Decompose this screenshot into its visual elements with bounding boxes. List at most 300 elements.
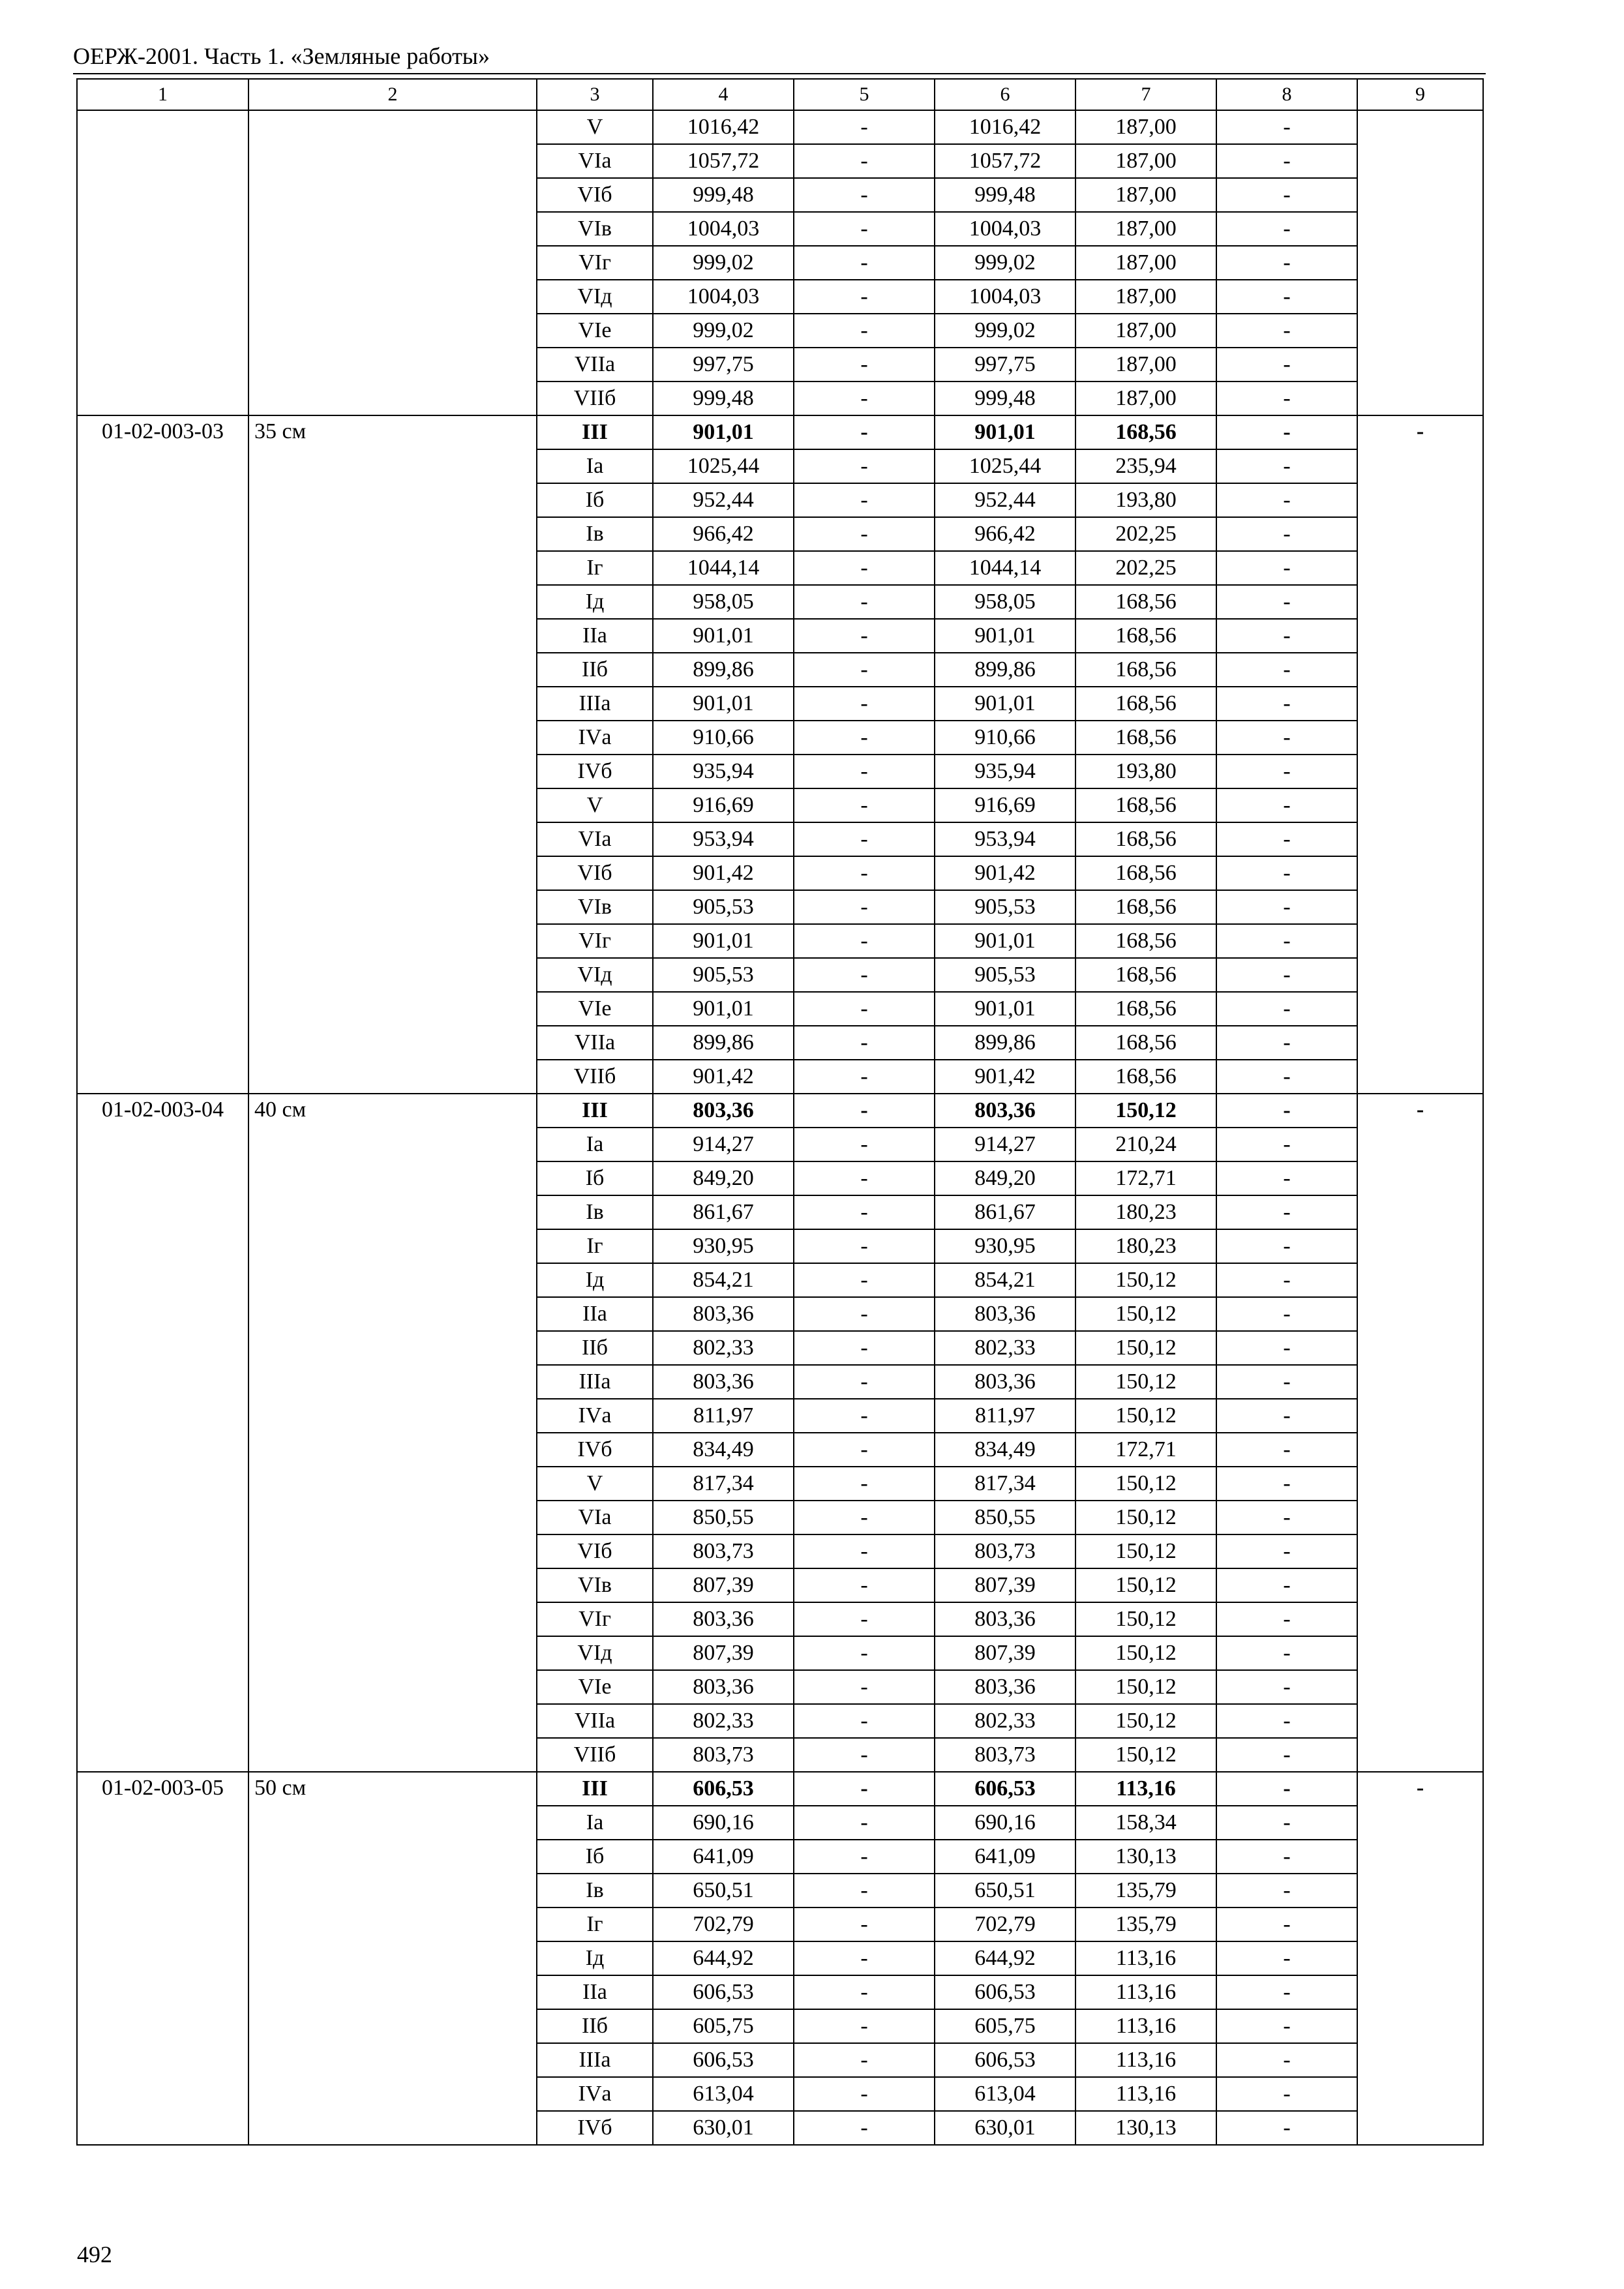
soil-group: VIв (537, 890, 653, 924)
col5-value: - (794, 1094, 935, 1128)
col6-value: 803,36 (935, 1297, 1075, 1331)
col5-value: - (794, 246, 935, 280)
col7-value: 180,23 (1075, 1229, 1216, 1263)
col5-value: - (794, 1670, 935, 1704)
col8-value: - (1216, 382, 1357, 415)
col8-value: - (1216, 1908, 1357, 1941)
col8-value: - (1216, 924, 1357, 958)
soil-group: VIв (537, 1568, 653, 1602)
col5-value: - (794, 1975, 935, 2009)
col6-value: 953,94 (935, 822, 1075, 856)
col6-value: 613,04 (935, 2077, 1075, 2111)
col8-value: - (1216, 1060, 1357, 1094)
soil-group: Iв (537, 1874, 653, 1908)
col7-value: 130,13 (1075, 1840, 1216, 1874)
col8-value: - (1216, 1568, 1357, 1602)
rate-description (248, 110, 537, 415)
col8-value: - (1216, 585, 1357, 619)
rate-code: 01-02-003-04 (77, 1094, 248, 1772)
col5-value: - (794, 1806, 935, 1840)
col6-value: 849,20 (935, 1161, 1075, 1195)
col4-value: 606,53 (653, 2043, 794, 2077)
col6-value: 803,73 (935, 1534, 1075, 1568)
col4-value: 916,69 (653, 788, 794, 822)
soil-group: III (537, 1772, 653, 1806)
table-body (77, 79, 1483, 2145)
col4-value: 1004,03 (653, 212, 794, 246)
table-row (77, 415, 1483, 449)
soil-group: VIе (537, 992, 653, 1026)
col5-value: - (794, 1365, 935, 1399)
col5-value: - (794, 1161, 935, 1195)
column-number-row (77, 79, 1483, 110)
col5-value: - (794, 1874, 935, 1908)
soil-group: VIIб (537, 1738, 653, 1772)
col6-value: 650,51 (935, 1874, 1075, 1908)
col4-value: 901,01 (653, 992, 794, 1026)
col8-value: - (1216, 1365, 1357, 1399)
col8-value: - (1216, 1331, 1357, 1365)
col6-value: 644,92 (935, 1941, 1075, 1975)
col8-value: - (1216, 1094, 1357, 1128)
col7-value: 168,56 (1075, 958, 1216, 992)
col5-value: - (794, 619, 935, 653)
col4-value: 641,09 (653, 1840, 794, 1874)
col4-value: 807,39 (653, 1636, 794, 1670)
col6-value: 1004,03 (935, 212, 1075, 246)
col4-value: 899,86 (653, 653, 794, 687)
col7-value: 113,16 (1075, 2043, 1216, 2077)
col6-value: 803,36 (935, 1602, 1075, 1636)
col4-value: 1044,14 (653, 551, 794, 585)
col7-value: 150,12 (1075, 1670, 1216, 1704)
col6-value: 901,42 (935, 1060, 1075, 1094)
col7-value: 168,56 (1075, 619, 1216, 653)
col5-value: - (794, 585, 935, 619)
col5-value: - (794, 1704, 935, 1738)
col8-value: - (1216, 449, 1357, 483)
col5-value: - (794, 1772, 935, 1806)
col8-value: - (1216, 1704, 1357, 1738)
col8-value: - (1216, 1738, 1357, 1772)
col5-value: - (794, 856, 935, 890)
col6-value: 807,39 (935, 1636, 1075, 1670)
col4-value: 999,48 (653, 178, 794, 212)
col6-value: 802,33 (935, 1331, 1075, 1365)
col8-value: - (1216, 1840, 1357, 1874)
col5-value: - (794, 280, 935, 314)
col4-value: 966,42 (653, 517, 794, 551)
col7-value: 168,56 (1075, 924, 1216, 958)
col7-value: 150,12 (1075, 1534, 1216, 1568)
col8-value: - (1216, 1229, 1357, 1263)
col8-value: - (1216, 415, 1357, 449)
col5-value: - (794, 1128, 935, 1161)
col5-value: - (794, 1467, 935, 1501)
soil-group: Iв (537, 517, 653, 551)
column-number-5: 5 (794, 79, 935, 110)
col7-value: 150,12 (1075, 1636, 1216, 1670)
col8-value: - (1216, 1433, 1357, 1467)
page-number: 492 (77, 2241, 112, 2267)
col8-value: - (1216, 619, 1357, 653)
col7-value: 168,56 (1075, 992, 1216, 1026)
col5-value: - (794, 178, 935, 212)
col8-value: - (1216, 144, 1357, 178)
col4-value: 690,16 (653, 1806, 794, 1840)
col6-value: 606,53 (935, 1772, 1075, 1806)
col4-value: 901,01 (653, 619, 794, 653)
col7-value: 135,79 (1075, 1908, 1216, 1941)
col7-value: 187,00 (1075, 348, 1216, 382)
col5-value: - (794, 517, 935, 551)
col5-value: - (794, 1026, 935, 1060)
col6-value: 803,36 (935, 1365, 1075, 1399)
col8-value: - (1216, 1467, 1357, 1501)
col6-value: 952,44 (935, 483, 1075, 517)
col7-value: 150,12 (1075, 1738, 1216, 1772)
col5-value: - (794, 1433, 935, 1467)
col4-value: 644,92 (653, 1941, 794, 1975)
col5-value: - (794, 1738, 935, 1772)
col7-value: 180,23 (1075, 1195, 1216, 1229)
col8-value: - (1216, 2111, 1357, 2145)
col4-value: 803,73 (653, 1534, 794, 1568)
rates-table (76, 78, 1484, 2146)
col7-value: 158,34 (1075, 1806, 1216, 1840)
col4-value: 901,01 (653, 415, 794, 449)
col6-value: 916,69 (935, 788, 1075, 822)
col6-value: 901,01 (935, 992, 1075, 1026)
col7-value: 168,56 (1075, 788, 1216, 822)
col6-value: 901,01 (935, 687, 1075, 721)
col4-value: 802,33 (653, 1704, 794, 1738)
rate-code: 01-02-003-05 (77, 1772, 248, 2145)
col4-value: 997,75 (653, 348, 794, 382)
rate-code (77, 110, 248, 415)
soil-group: VIIа (537, 1026, 653, 1060)
col7-value: 150,12 (1075, 1399, 1216, 1433)
col7-value: 168,56 (1075, 653, 1216, 687)
col7-value: 235,94 (1075, 449, 1216, 483)
col8-value: - (1216, 314, 1357, 348)
soil-group: VIг (537, 924, 653, 958)
col6-value: 905,53 (935, 890, 1075, 924)
col6-value: 641,09 (935, 1840, 1075, 1874)
col7-value: 168,56 (1075, 585, 1216, 619)
soil-group: VIе (537, 1670, 653, 1704)
col6-value: 999,02 (935, 246, 1075, 280)
col5-value: - (794, 992, 935, 1026)
col6-value: 803,36 (935, 1094, 1075, 1128)
col8-value: - (1216, 2043, 1357, 2077)
soil-group: III (537, 1094, 653, 1128)
col7-value: 168,56 (1075, 890, 1216, 924)
col8-value: - (1216, 2009, 1357, 2043)
col4-value: 850,55 (653, 1501, 794, 1534)
col5-value: - (794, 1534, 935, 1568)
column-number-1: 1 (77, 79, 248, 110)
col6-value: 1057,72 (935, 144, 1075, 178)
col8-value: - (1216, 1670, 1357, 1704)
col4-value: 1057,72 (653, 144, 794, 178)
col7-value: 150,12 (1075, 1602, 1216, 1636)
soil-group: IIа (537, 1297, 653, 1331)
col6-value: 811,97 (935, 1399, 1075, 1433)
header-rule (73, 73, 1486, 74)
col5-value: - (794, 415, 935, 449)
col7-value: 187,00 (1075, 178, 1216, 212)
col5-value: - (794, 721, 935, 755)
col7-value: 130,13 (1075, 2111, 1216, 2145)
col4-value: 953,94 (653, 822, 794, 856)
table-row (77, 1094, 1483, 1128)
col5-value: - (794, 924, 935, 958)
col7-value: 210,24 (1075, 1128, 1216, 1161)
soil-group: IIб (537, 1331, 653, 1365)
soil-group: Iд (537, 1941, 653, 1975)
col4-value: 899,86 (653, 1026, 794, 1060)
col5-value: - (794, 2043, 935, 2077)
soil-group: V (537, 110, 653, 144)
soil-group: Iг (537, 1229, 653, 1263)
soil-group: Iб (537, 483, 653, 517)
col7-value: 193,80 (1075, 483, 1216, 517)
col8-value: - (1216, 1128, 1357, 1161)
col8-value: - (1216, 178, 1357, 212)
col7-value: 168,56 (1075, 721, 1216, 755)
col4-value: 952,44 (653, 483, 794, 517)
col7-value: 172,71 (1075, 1433, 1216, 1467)
col4-value: 811,97 (653, 1399, 794, 1433)
col6-value: 834,49 (935, 1433, 1075, 1467)
col7-value: 150,12 (1075, 1568, 1216, 1602)
col6-value: 899,86 (935, 653, 1075, 687)
col4-value: 803,36 (653, 1602, 794, 1636)
soil-group: VIIб (537, 1060, 653, 1094)
column-number-9: 9 (1357, 79, 1483, 110)
soil-group: VIа (537, 822, 653, 856)
col6-value: 910,66 (935, 721, 1075, 755)
col4-value: 1025,44 (653, 449, 794, 483)
col4-value: 935,94 (653, 755, 794, 788)
soil-group: VIд (537, 1636, 653, 1670)
col8-value: - (1216, 788, 1357, 822)
col4-value: 702,79 (653, 1908, 794, 1941)
col6-value: 803,73 (935, 1738, 1075, 1772)
col7-value: 113,16 (1075, 2009, 1216, 2043)
col4-value: 901,42 (653, 1060, 794, 1094)
soil-group: IIб (537, 2009, 653, 2043)
soil-group: VIг (537, 1602, 653, 1636)
col4-value: 999,02 (653, 314, 794, 348)
col8-value: - (1216, 822, 1357, 856)
col5-value: - (794, 212, 935, 246)
col8-value: - (1216, 348, 1357, 382)
col4-value: 901,01 (653, 924, 794, 958)
soil-group: IVа (537, 1399, 653, 1433)
soil-group: Iа (537, 1128, 653, 1161)
rate-description: 50 см (248, 1772, 537, 2145)
col4-value: 817,34 (653, 1467, 794, 1501)
col7-value: 150,12 (1075, 1094, 1216, 1128)
soil-group: VIIб (537, 382, 653, 415)
soil-group: IIIа (537, 1365, 653, 1399)
col7-value: 187,00 (1075, 382, 1216, 415)
col7-value: 113,16 (1075, 1975, 1216, 2009)
col8-value: - (1216, 551, 1357, 585)
col7-value: 150,12 (1075, 1263, 1216, 1297)
col5-value: - (794, 1501, 935, 1534)
soil-group: III (537, 415, 653, 449)
col8-value: - (1216, 653, 1357, 687)
column-number-3: 3 (537, 79, 653, 110)
col4-value: 606,53 (653, 1772, 794, 1806)
col4-value: 834,49 (653, 1433, 794, 1467)
col8-value: - (1216, 687, 1357, 721)
col4-value: 803,36 (653, 1365, 794, 1399)
col8-value: - (1216, 755, 1357, 788)
col7-value: 113,16 (1075, 2077, 1216, 2111)
col8-value: - (1216, 517, 1357, 551)
col5-value: - (794, 755, 935, 788)
col7-value: 150,12 (1075, 1704, 1216, 1738)
soil-group: IIIа (537, 687, 653, 721)
col8-value: - (1216, 1195, 1357, 1229)
col8-value: - (1216, 958, 1357, 992)
col5-value: - (794, 1568, 935, 1602)
col7-value: 168,56 (1075, 415, 1216, 449)
col6-value: 930,95 (935, 1229, 1075, 1263)
col4-value: 613,04 (653, 2077, 794, 2111)
col8-value: - (1216, 212, 1357, 246)
col5-value: - (794, 1636, 935, 1670)
col7-value: 187,00 (1075, 144, 1216, 178)
col6-value: 935,94 (935, 755, 1075, 788)
col8-value: - (1216, 110, 1357, 144)
col7-value: 168,56 (1075, 687, 1216, 721)
col4-value: 849,20 (653, 1161, 794, 1195)
col5-value: - (794, 687, 935, 721)
column-number-2: 2 (248, 79, 537, 110)
col5-value: - (794, 1399, 935, 1433)
col7-value: 168,56 (1075, 856, 1216, 890)
col9-value: - (1357, 415, 1483, 1094)
col5-value: - (794, 1840, 935, 1874)
col5-value: - (794, 822, 935, 856)
column-number-6: 6 (935, 79, 1075, 110)
col7-value: 187,00 (1075, 314, 1216, 348)
col7-value: 172,71 (1075, 1161, 1216, 1195)
col5-value: - (794, 1941, 935, 1975)
col4-value: 861,67 (653, 1195, 794, 1229)
col6-value: 690,16 (935, 1806, 1075, 1840)
col9-value: - (1357, 1094, 1483, 1772)
col7-value: 113,16 (1075, 1772, 1216, 1806)
col9-value (1357, 110, 1483, 415)
col5-value: - (794, 1195, 935, 1229)
col8-value: - (1216, 1297, 1357, 1331)
col7-value: 168,56 (1075, 822, 1216, 856)
col8-value: - (1216, 992, 1357, 1026)
col7-value: 168,56 (1075, 1060, 1216, 1094)
column-number-4: 4 (653, 79, 794, 110)
col5-value: - (794, 144, 935, 178)
soil-group: IIIа (537, 2043, 653, 2077)
col4-value: 1016,42 (653, 110, 794, 144)
col5-value: - (794, 1263, 935, 1297)
col8-value: - (1216, 1161, 1357, 1195)
soil-group: VIIа (537, 348, 653, 382)
rate-description: 40 см (248, 1094, 537, 1772)
col5-value: - (794, 2111, 935, 2145)
col6-value: 817,34 (935, 1467, 1075, 1501)
soil-group: Iб (537, 1161, 653, 1195)
col6-value: 999,48 (935, 178, 1075, 212)
col6-value: 861,67 (935, 1195, 1075, 1229)
col4-value: 807,39 (653, 1568, 794, 1602)
col8-value: - (1216, 2077, 1357, 2111)
soil-group: Iг (537, 1908, 653, 1941)
col4-value: 803,73 (653, 1738, 794, 1772)
col8-value: - (1216, 1026, 1357, 1060)
col8-value: - (1216, 1636, 1357, 1670)
col6-value: 630,01 (935, 2111, 1075, 2145)
col6-value: 901,01 (935, 619, 1075, 653)
col4-value: 605,75 (653, 2009, 794, 2043)
col6-value: 850,55 (935, 1501, 1075, 1534)
col4-value: 914,27 (653, 1128, 794, 1161)
col4-value: 905,53 (653, 958, 794, 992)
col6-value: 807,39 (935, 1568, 1075, 1602)
col6-value: 605,75 (935, 2009, 1075, 2043)
soil-group: VIб (537, 178, 653, 212)
col4-value: 803,36 (653, 1094, 794, 1128)
col4-value: 905,53 (653, 890, 794, 924)
soil-group: Iд (537, 585, 653, 619)
col6-value: 999,02 (935, 314, 1075, 348)
col5-value: - (794, 958, 935, 992)
soil-group: VIа (537, 144, 653, 178)
col7-value: 168,56 (1075, 1026, 1216, 1060)
soil-group: VIв (537, 212, 653, 246)
col7-value: 150,12 (1075, 1331, 1216, 1365)
col4-value: 606,53 (653, 1975, 794, 2009)
col5-value: - (794, 1908, 935, 1941)
col6-value: 905,53 (935, 958, 1075, 992)
col7-value: 135,79 (1075, 1874, 1216, 1908)
col7-value: 187,00 (1075, 110, 1216, 144)
col4-value: 901,01 (653, 687, 794, 721)
column-number-8: 8 (1216, 79, 1357, 110)
col8-value: - (1216, 1263, 1357, 1297)
soil-group: Iв (537, 1195, 653, 1229)
col8-value: - (1216, 483, 1357, 517)
col5-value: - (794, 788, 935, 822)
soil-group: Iб (537, 1840, 653, 1874)
col7-value: 113,16 (1075, 1941, 1216, 1975)
col7-value: 202,25 (1075, 551, 1216, 585)
col5-value: - (794, 890, 935, 924)
col5-value: - (794, 382, 935, 415)
col5-value: - (794, 653, 935, 687)
col4-value: 958,05 (653, 585, 794, 619)
col8-value: - (1216, 721, 1357, 755)
col4-value: 910,66 (653, 721, 794, 755)
col4-value: 650,51 (653, 1874, 794, 1908)
col6-value: 958,05 (935, 585, 1075, 619)
col4-value: 630,01 (653, 2111, 794, 2145)
